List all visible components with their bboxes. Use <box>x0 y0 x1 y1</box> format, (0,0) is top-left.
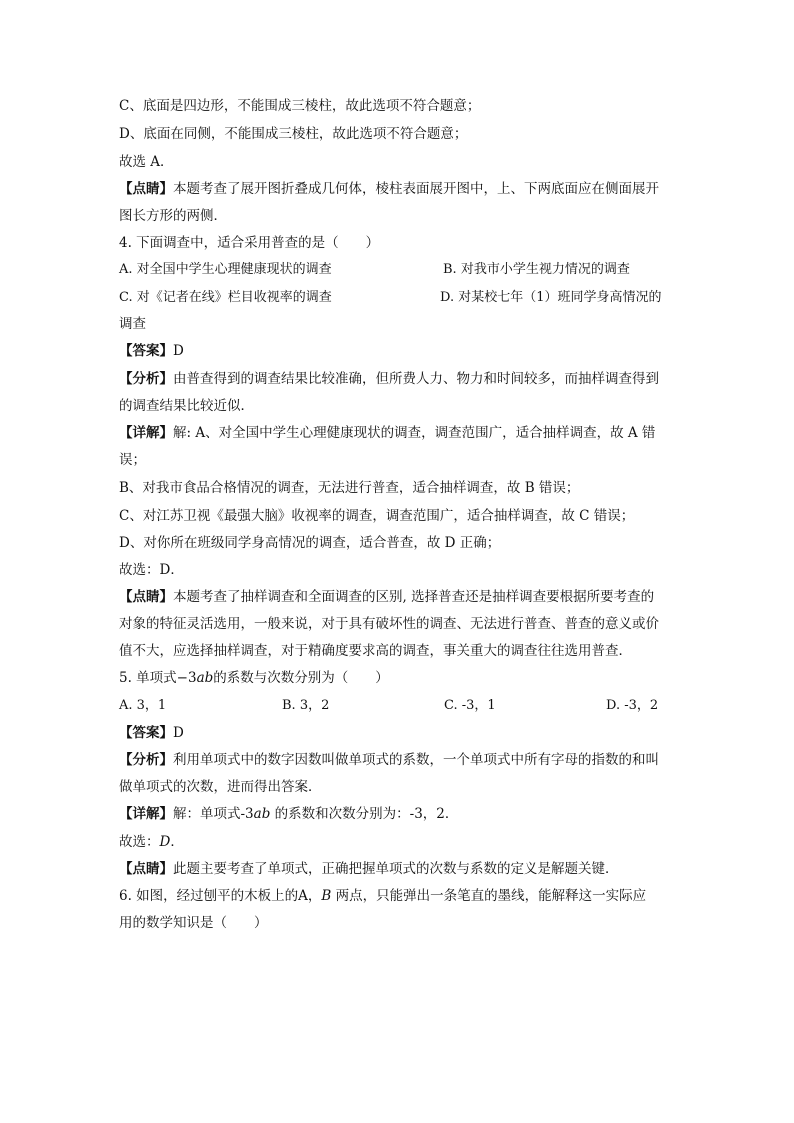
q3-comment-line-1 <box>119 179 659 199</box>
analysis-tag: 【分析】 <box>119 371 173 387</box>
detail-tag: 【详解】 <box>119 806 173 822</box>
q3-option-d-explanation: D、底面在同侧，不能围成三棱柱，故此选项不符合题意； <box>119 126 468 142</box>
q5-comment <box>119 859 619 879</box>
q4-detail-line-2: 误； <box>119 452 146 468</box>
comment-tag: 【点睛】 <box>119 181 173 197</box>
q5-answer <box>119 723 184 743</box>
q4-option-b: B. 对我市小学生视力情况的调查 <box>443 262 630 277</box>
q4-comment-line-1 <box>119 587 654 607</box>
q4-comment-line-3: 值不大，应选择抽样调查，对于精确度要求高的调查，事关重大的调查往往选用普查． <box>119 643 632 659</box>
q5-detail-post: 的系数和次数分别为：-3，2． <box>270 806 459 822</box>
q5-choose-pre: 故选： <box>119 834 160 850</box>
q3-comment-text: 本题考查了展开图折叠成几何体，棱柱表面展开图中，上、下两底面应在侧面展开 <box>173 181 659 197</box>
q5-analysis-line-2: 做单项式的次数，进而得出答案． <box>119 779 322 795</box>
q3-option-c-explanation: C、底面是四边形，不能围成三棱柱，故此选项不符合题意； <box>119 98 481 114</box>
q5-detail-var: ab <box>253 806 271 822</box>
comment-tag: 【点睛】 <box>119 861 173 877</box>
q3-choose: 故选 A． <box>119 154 174 170</box>
q6-stem-post: 两点，只能弹出一条笔直的墨线，能解释这一实际应 <box>331 888 647 904</box>
q5-stem-pre: 5. 单项式 <box>119 670 177 686</box>
q4-analysis-text: 由普查得到的调查结果比较准确，但所费人力、物力和时间较多，而抽样调查得到 <box>173 371 659 387</box>
q6-stem-var: B <box>321 888 332 904</box>
q4-answer-value: D <box>173 343 184 359</box>
q5-comment-text: 此题主要考查了单项式，正确把握单项式的次数与系数的定义是解题关键． <box>173 861 619 877</box>
q5-choose <box>119 832 184 852</box>
answer-tag: 【答案】 <box>119 343 173 359</box>
q4-comment-text: 本题考查了抽样调查和全面调查的区别, 选择普查还是抽样调查要根据所要考查的 <box>173 589 655 605</box>
analysis-tag: 【分析】 <box>119 752 173 768</box>
q5-detail-pre: 解：单项式-3 <box>173 806 254 822</box>
q5-option-d: D. -3，2 <box>606 698 659 713</box>
q5-answer-value: D <box>173 725 184 741</box>
q5-choose-post: ． <box>170 834 184 850</box>
q4-answer <box>119 341 184 361</box>
q6-stem-pre: 6. 如图，经过刨平的木板上的A， <box>119 888 322 904</box>
q4-option-a: A. 对全国中学生心理健康现状的调查 <box>119 262 332 277</box>
q5-stem-post: 的系数与次数分别为（ ） <box>213 670 389 686</box>
q6-stem-line-2: 用的数学知识是（ ） <box>119 915 268 931</box>
detail-tag: 【详解】 <box>119 425 173 441</box>
q5-analysis-line-1 <box>119 750 659 770</box>
q5-stem <box>119 668 389 688</box>
q5-choose-var: D <box>159 834 171 850</box>
q5-stem-var: ab <box>196 670 214 686</box>
q5-option-c: C. -3，1 <box>444 698 496 713</box>
q4-analysis-line-2: 的调查结果比较近似． <box>119 398 254 414</box>
answer-tag: 【答案】 <box>119 725 173 741</box>
q4-detail-line-3: B、对我市食品合格情况的调查，无法进行普查，适合抽样调查，故 B 错误； <box>119 480 580 496</box>
q4-option-d-cont: 调查 <box>119 316 146 332</box>
q5-option-a: A. 3，1 <box>119 698 167 713</box>
q6-stem-line-1 <box>119 886 646 906</box>
q5-stem-math: −3 <box>176 670 197 686</box>
q4-comment-line-2: 对象的特征灵活选用，一般来说，对于具有破坏性的调查、无法进行普查、普查的意义或价 <box>119 616 659 632</box>
q5-option-b: B. 3，2 <box>282 698 330 713</box>
q4-stem: 4. 下面调查中，适合采用普查的是（ ） <box>119 235 380 251</box>
comment-tag: 【点睛】 <box>119 589 173 605</box>
q5-analysis-text: 利用单项式中的数字因数叫做单项式的系数，一个单项式中所有字母的指数的和叫 <box>173 752 659 768</box>
q4-choose: 故选：D． <box>119 562 184 578</box>
q4-detail-line-5: D、对你所在班级同学身高情况的调查，适合普查，故 D 正确； <box>119 535 501 551</box>
q5-detail <box>119 804 458 824</box>
q4-detail-text: 解: A、对全国中学生心理健康现状的调查，调查范围广，适合抽样调查，故 A 错 <box>173 425 656 441</box>
q3-comment-line-2: 图长方形的两侧． <box>119 208 227 224</box>
q4-option-c: C. 对《记者在线》栏目收视率的调查 <box>119 290 332 305</box>
q4-analysis-line-1 <box>119 369 659 389</box>
q4-option-d: D. 对某校七年（1）班同学身高情况的 <box>440 290 662 305</box>
q4-detail-line-1 <box>119 423 655 443</box>
q4-detail-line-4: C、对江苏卫视《最强大脑》收视率的调查，调查范围广，适合抽样调查，故 C 错误； <box>119 508 635 524</box>
